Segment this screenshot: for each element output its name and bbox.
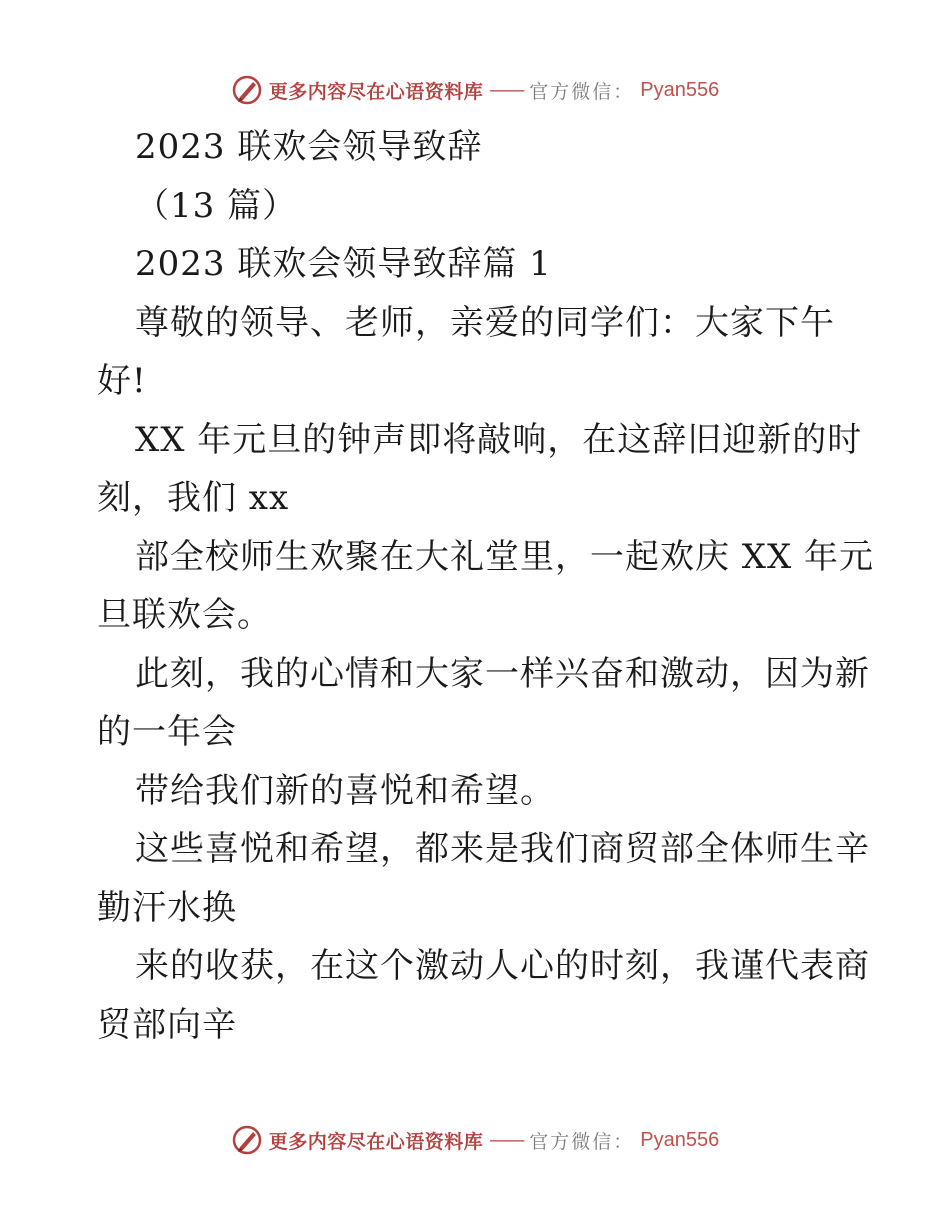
document-body bbox=[97, 118, 875, 1054]
text-line: 勤汗水换 bbox=[97, 887, 237, 928]
footer-site-text: 更多内容尽在心语资料库 bbox=[268, 1130, 484, 1153]
header-wechat-id: Pyan556 bbox=[640, 78, 720, 101]
text-line: 旦联欢会。 bbox=[97, 595, 272, 635]
text-line: 2023 联欢会领导致辞篇 1 bbox=[135, 244, 552, 284]
text-line: XX 年元旦的钟声即将敲响，在这辞旧迎新的时 bbox=[135, 419, 863, 460]
header-official-label: 官方微信： bbox=[529, 80, 635, 103]
header-banner bbox=[0, 70, 950, 110]
text-line: 此刻，我的心情和大家一样兴奋和激动，因为新 bbox=[135, 653, 870, 694]
text-line: 部全校师生欢聚在大礼堂里，一起欢庆 XX 年元 bbox=[135, 536, 875, 577]
pen-logo-icon bbox=[231, 1124, 263, 1156]
text-line: （13 篇） bbox=[135, 185, 298, 226]
footer-wechat-id: Pyan556 bbox=[640, 1128, 720, 1151]
text-line: 来的收获，在这个激动人心的时刻，我谨代表商 bbox=[135, 946, 870, 986]
header-dash: —— bbox=[489, 79, 524, 101]
footer-dash: —— bbox=[489, 1129, 524, 1151]
text-line: 尊敬的领导、老师，亲爱的同学们：大家下午 bbox=[135, 302, 835, 343]
text-line: 带给我们新的喜悦和希望。 bbox=[135, 770, 555, 811]
text-line: 贸部向辛 bbox=[97, 1004, 237, 1045]
text-line: 的一年会 bbox=[97, 712, 237, 752]
pen-logo-icon bbox=[231, 74, 263, 106]
text-line: 这些喜悦和希望，都来是我们商贸部全体师生辛 bbox=[135, 829, 870, 869]
header-site-text: 更多内容尽在心语资料库 bbox=[268, 80, 484, 103]
text-line: 2023 联欢会领导致辞 bbox=[135, 127, 483, 167]
footer-banner bbox=[0, 1120, 950, 1160]
footer-official-label: 官方微信： bbox=[529, 1130, 635, 1153]
text-line: 刻，我们 xx bbox=[97, 478, 290, 518]
text-line: 好! bbox=[97, 361, 147, 401]
